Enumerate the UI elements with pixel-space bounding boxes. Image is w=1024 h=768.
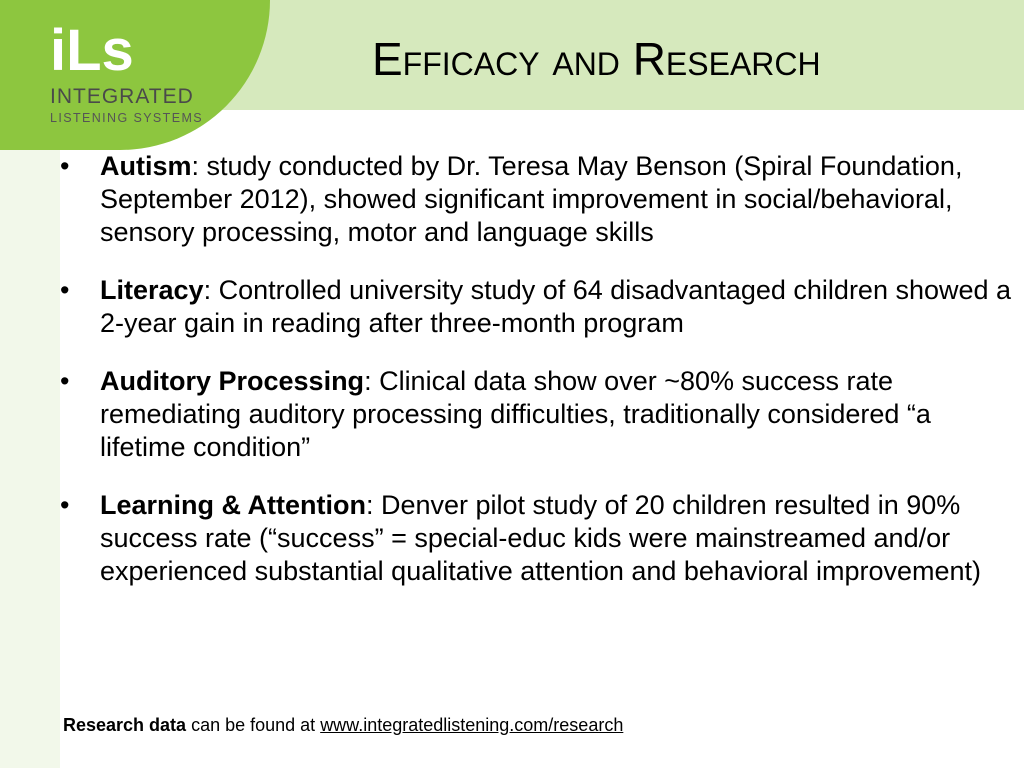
bullet-dot-icon: • (60, 366, 70, 396)
slide-title: Efficacy and Research (372, 33, 821, 85)
bullet-dot-icon: • (60, 151, 70, 181)
bullet-text: : Controlled university study of 64 disadvantaged children showed a 2-year gain in reading after three-month program (100, 275, 1012, 338)
research-link[interactable]: www.integratedlistening.com/research (320, 715, 624, 735)
bullet-auditory-processing (60, 365, 1020, 464)
logo-brand-name: INTEGRATED (50, 85, 194, 108)
bullet-term: Literacy (100, 275, 204, 305)
bullet-dot-icon: • (60, 275, 70, 305)
bullet-text: : Denver pilot study of 20 children resulted in 90% success rate (“success” = special-educ kids were mainstreamed and/or experienced substantial qualitative attention and behavioral improvement) (100, 490, 982, 586)
logo-tagline: LISTENING SYSTEMS (50, 111, 203, 125)
bullet-term: Learning & Attention (100, 490, 366, 520)
footer-lead: Research data (63, 715, 187, 735)
bullet-text: : study conducted by Dr. Teresa May Benson (Spiral Foundation, September 2012), showed significant improvement in social/behavioral, sensory processing, motor and language skills (100, 151, 963, 247)
left-margin-strip (0, 110, 60, 768)
logo-mark-text: iLs (50, 18, 134, 82)
bullet-dot-icon: • (60, 490, 70, 520)
bullet-list (60, 150, 1020, 613)
bullet-text: : Clinical data show over ~80% success rate remediating auditory processing difficulties, traditionally considered “a lifetime condition” (100, 366, 931, 462)
bullet-literacy (60, 274, 1020, 340)
bullet-autism (60, 150, 1020, 249)
logo-panel (0, 0, 270, 150)
bullet-term: Auditory Processing (100, 366, 365, 396)
bullet-term: Autism (100, 151, 192, 181)
bullet-learning-attention (60, 489, 1020, 588)
footer-middle: can be found at (186, 715, 321, 735)
research-footer (63, 714, 963, 736)
ils-logo-mark (50, 18, 210, 82)
